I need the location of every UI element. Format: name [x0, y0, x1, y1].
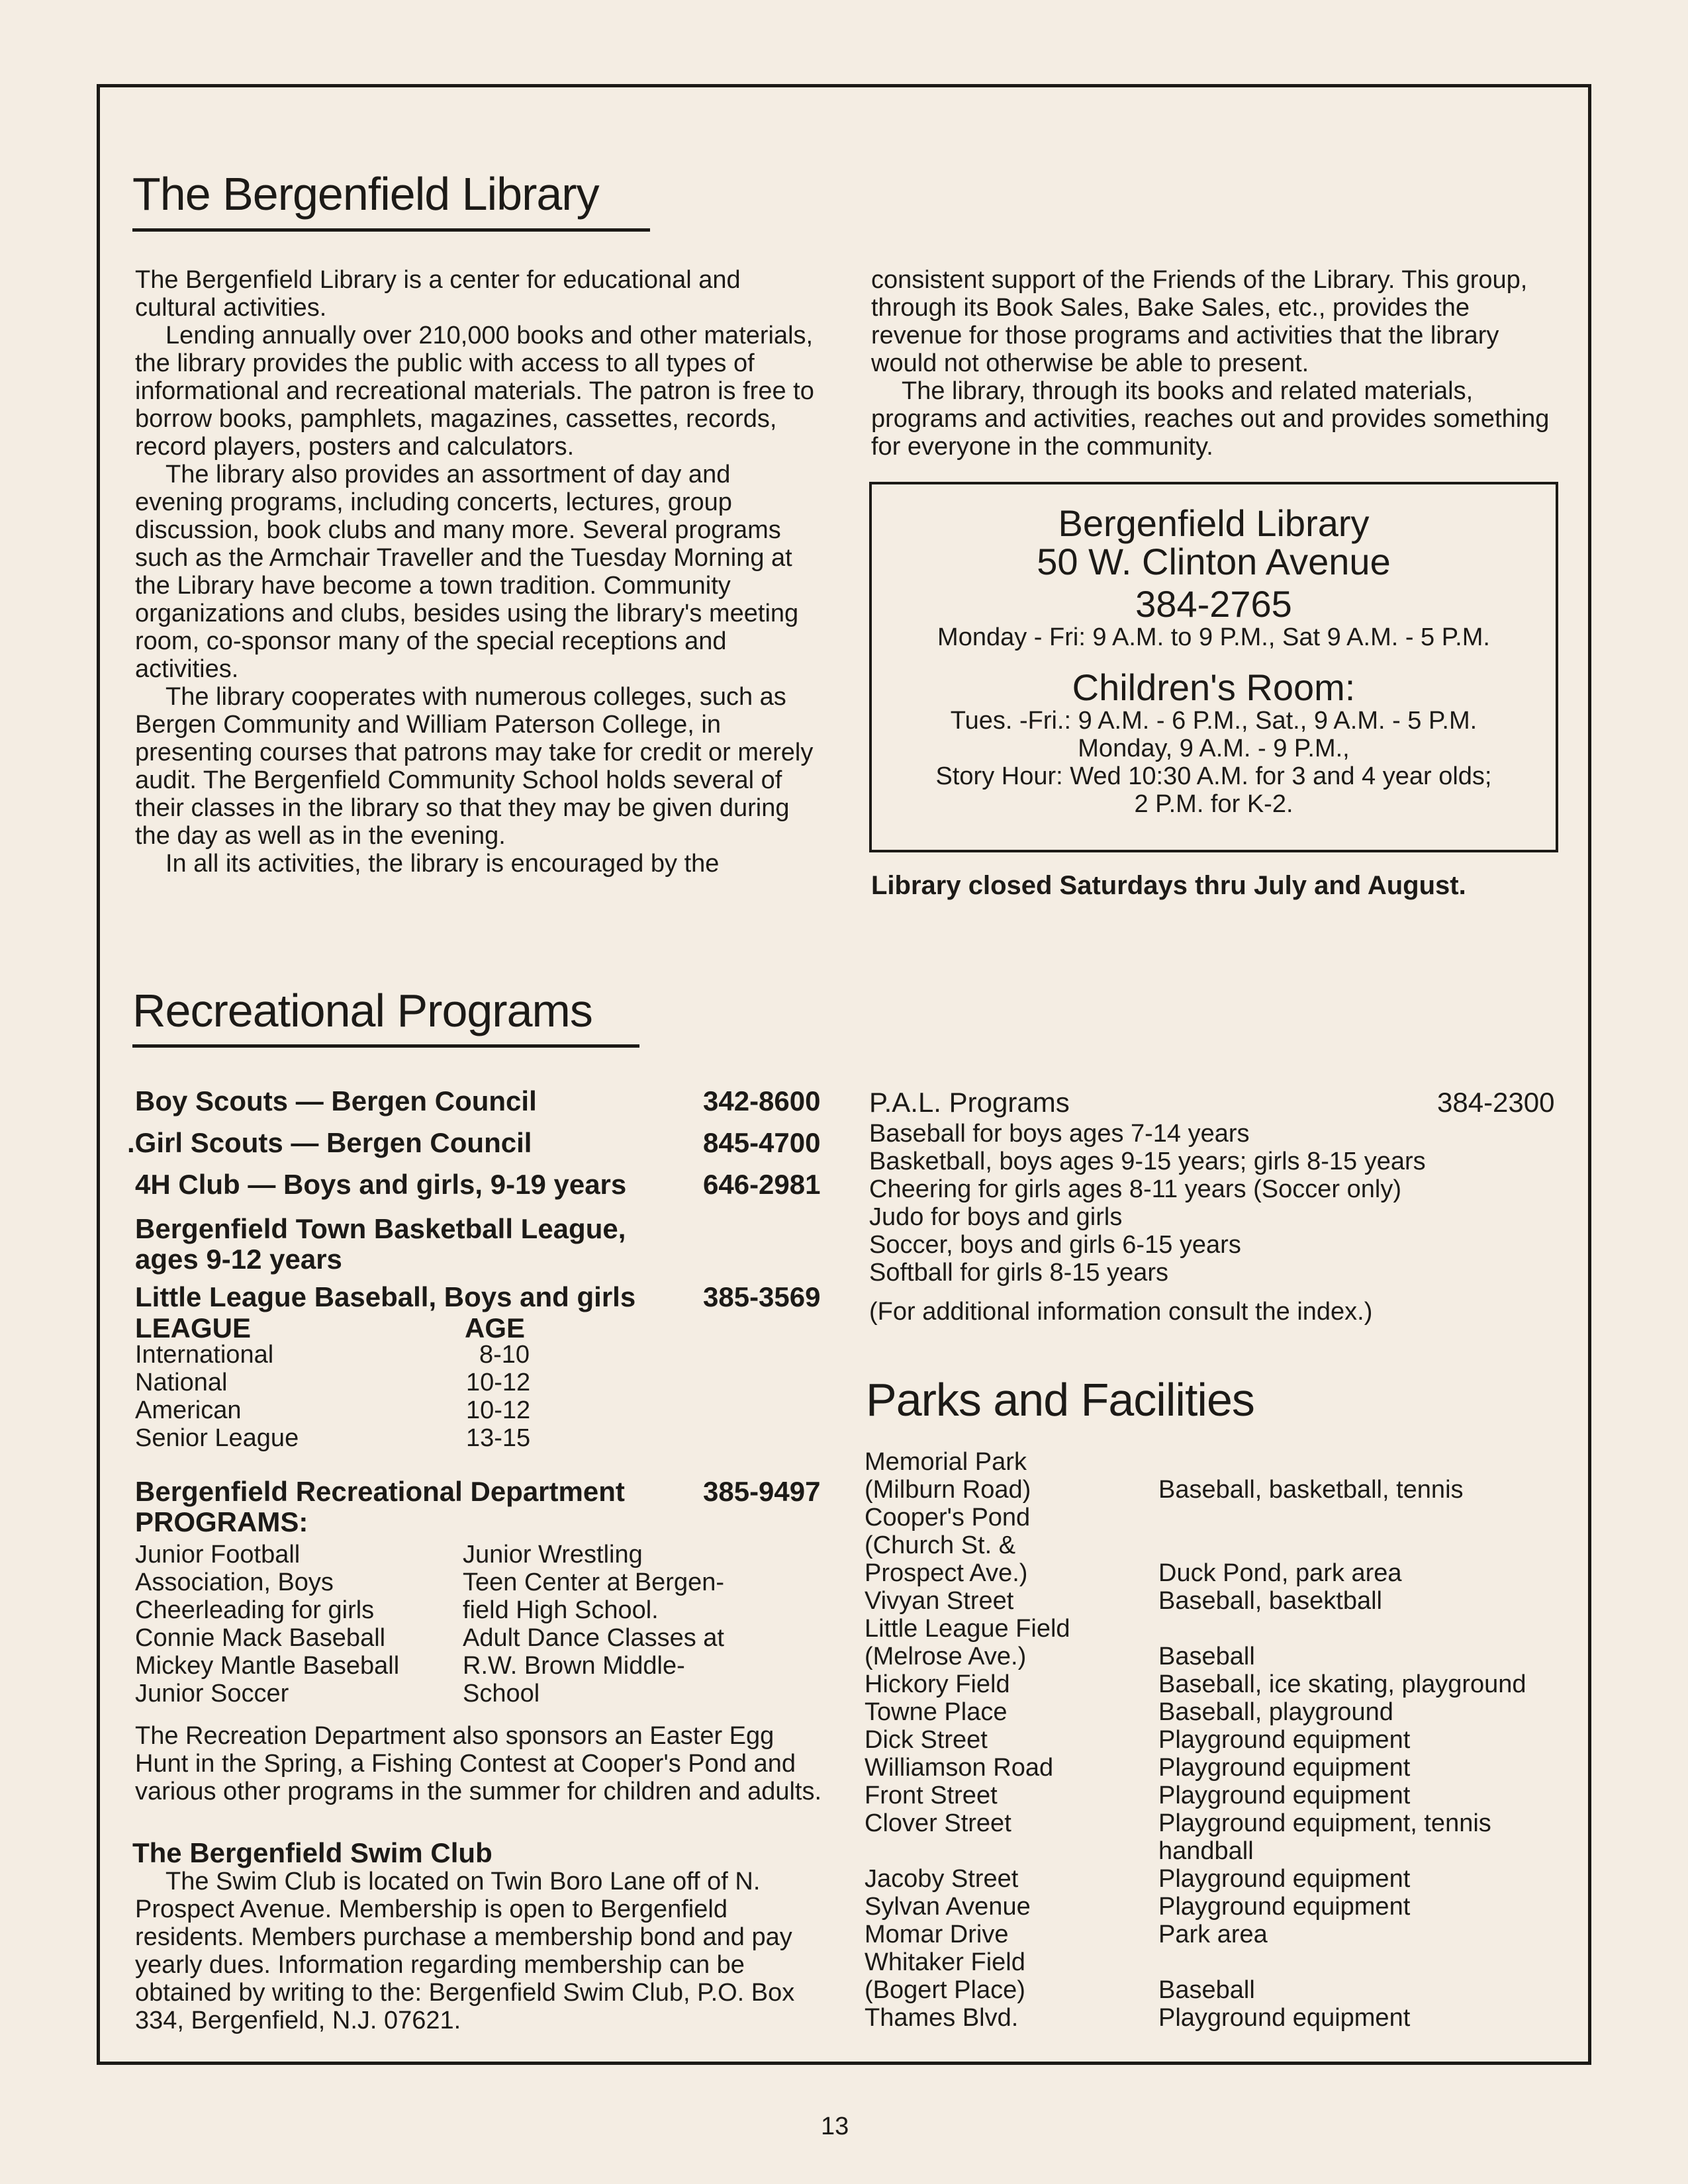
- info-address: 50 W. Clinton Avenue: [1037, 541, 1391, 582]
- park-names: [865, 1448, 1156, 2032]
- pal-phone: 384-2300: [1437, 1087, 1555, 1118]
- park-name: Towne Place: [865, 1698, 1008, 1726]
- park-facility: Playground equipment: [1158, 1893, 1411, 1921]
- park-name: Clover Street: [865, 1809, 1011, 1837]
- program-phone: 342-8600: [703, 1085, 821, 1116]
- basketball-league-ages: ages 9-12 years: [135, 1244, 342, 1275]
- story-hour: Story Hour: Wed 10:30 A.M. for 3 and 4 year olds;: [935, 762, 1492, 790]
- library-paragraph: The library cooperates with numerous colleges, such as Bergen Community and William Paterson College, in presenting courses that patrons may take for credit or merely audit. The Bergenfield Community School holds several of their classes in the library so that they may be given during the day as well as in the evening.: [135, 683, 814, 850]
- park-facility: Playground equipment: [1158, 1726, 1411, 1754]
- pal-list: [869, 1120, 1561, 1287]
- program-item: R.W. Brown Middle-: [463, 1652, 685, 1680]
- little-league-entry: [135, 1281, 830, 1313]
- pal-item: Cheering for girls ages 8-11 years (Soccer only): [869, 1175, 1401, 1203]
- program-phone: 845-4700: [703, 1127, 821, 1158]
- pal-item: Soccer, boys and girls 6-15 years: [869, 1231, 1241, 1259]
- library-title-rule: [132, 228, 650, 232]
- program-name: Boy Scouts — Bergen Council: [135, 1085, 537, 1116]
- pal-item: Softball for girls 8-15 years: [869, 1259, 1168, 1287]
- park-name: Whitaker Field: [865, 1948, 1025, 1976]
- info-hours: Monday - Fri: 9 A.M. to 9 P.M., Sat 9 A.M. - 5 P.M.: [937, 623, 1490, 651]
- park-name: Front Street: [865, 1782, 998, 1809]
- park-name: (Milburn Road): [865, 1476, 1031, 1504]
- league-age: 10-12: [466, 1396, 531, 1424]
- program-item: Mickey Mantle Baseball: [135, 1652, 400, 1680]
- program-name: .Girl Scouts — Bergen Council: [127, 1127, 532, 1158]
- league-age: 13-15: [466, 1424, 531, 1452]
- league-name: American: [135, 1396, 242, 1424]
- rec-department-entry: [135, 1476, 830, 1508]
- program-item: Association, Boys: [135, 1569, 334, 1596]
- library-title: The Bergenfield Library: [132, 168, 599, 220]
- pal-note: (For additional information consult the index.): [869, 1298, 1373, 1326]
- park-facility: Baseball, basketball, tennis: [1158, 1476, 1464, 1504]
- rec-department-phone: 385-9497: [703, 1476, 821, 1507]
- program-item: Junior Football: [135, 1541, 301, 1569]
- pal-item: Baseball for boys ages 7-14 years: [869, 1120, 1250, 1148]
- program-entry: [135, 1169, 830, 1201]
- library-right-column: [871, 266, 1563, 461]
- park-facility: Park area: [1158, 1921, 1268, 1948]
- park-name: Vivyan Street: [865, 1587, 1014, 1615]
- park-facility: [1158, 1448, 1562, 1476]
- library-paragraph: The library also provides an assortment of day and evening programs, including concerts, lectures, group discussion, book clubs and many more. Several programs such as the Armchair Traveller and the Tuesday Morning at the Library have become a town tradition. Community organizations and clubs, besides using the library's meeting room, co-sponsor many of the special receptions and activities.: [135, 461, 799, 683]
- program-name: 4H Club — Boys and girls, 9-19 years: [135, 1169, 627, 1200]
- program-item: Junior Soccer: [135, 1680, 289, 1707]
- park-name: Cooper's Pond: [865, 1504, 1031, 1531]
- swim-club-paragraph: The Swim Club is located on Twin Boro Lane off of N. Prospect Avenue. Membership is open to Bergenfield residents. Members purchase a membership bond and pay yearly dues. Information regarding membership can be obtained by writing to the: Bergenfield Swim Club, P.O. Box 334, Bergenfield, N.J. 07621.: [135, 1868, 795, 2034]
- program-item: Teen Center at Bergen-: [463, 1569, 725, 1596]
- library-paragraph: consistent support of the Friends of the Library. This group, through its Book Sales, Bake Sales, etc., provides the revenue for those programs and activities that the library would not otherwise be able to present.: [871, 266, 1528, 377]
- recreation-title-rule: [132, 1044, 639, 1048]
- library-left-column: [135, 266, 823, 878]
- library-closed-notice: Library closed Saturdays thru July and August.: [871, 871, 1466, 900]
- park-name: Prospect Ave.): [865, 1559, 1028, 1587]
- park-facility: Playground equipment, tennis: [1158, 1809, 1491, 1837]
- program-item: Junior Wrestling: [463, 1541, 643, 1569]
- park-facility: Playground equipment: [1158, 1782, 1411, 1809]
- league-age: 10-12: [466, 1369, 531, 1396]
- park-name: Williamson Road: [865, 1754, 1054, 1782]
- childrens-hours: Tues. -Fri.: 9 A.M. - 6 P.M., Sat., 9 A.M. - 5 P.M.: [950, 707, 1477, 735]
- pal-title: P.A.L. Programs: [869, 1087, 1070, 1118]
- library-paragraph: Lending annually over 210,000 books and other materials, the library provides the public with access to all types of informational and recreational materials. The patron is free to borrow books, pamphlets, magazines, cassettes, records, record players, posters and calculators.: [135, 322, 814, 461]
- league-name: National: [135, 1369, 228, 1396]
- park-name: (Bogert Place): [865, 1976, 1025, 2004]
- info-phone: 384-2765: [1135, 583, 1292, 625]
- league-name: International: [135, 1341, 274, 1369]
- program-phone: 646-2981: [703, 1169, 821, 1200]
- park-name: Jacoby Street: [865, 1865, 1019, 1893]
- little-league-name: Little League Baseball, Boys and girls: [135, 1281, 636, 1312]
- park-facility: Playground equipment: [1158, 2004, 1411, 2032]
- league-row: [135, 1341, 532, 1369]
- little-league-phone: 385-3569: [703, 1281, 821, 1312]
- park-name: Momar Drive: [865, 1921, 1009, 1948]
- league-row: [135, 1424, 532, 1452]
- park-name: Memorial Park: [865, 1448, 1027, 1476]
- library-paragraph: In all its activities, the library is encouraged by the: [165, 850, 720, 878]
- park-facility: Playground equipment: [1158, 1754, 1411, 1782]
- programs-column-1: [135, 1541, 459, 1707]
- recreation-title: Recreational Programs: [132, 985, 592, 1036]
- pal-item: Basketball, boys ages 9-15 years; girls 8-15 years: [869, 1148, 1426, 1175]
- library-paragraph: The library, through its books and related materials, programs and activities, reaches out and provides something for everyone in the community.: [871, 377, 1550, 461]
- pal-item: Judo for boys and girls: [869, 1203, 1123, 1231]
- program-item: Cheerleading for girls: [135, 1596, 375, 1624]
- program-entry: [127, 1127, 830, 1159]
- league-row: [135, 1369, 532, 1396]
- programs-header: PROGRAMS:: [135, 1506, 308, 1537]
- parks-title: Parks and Facilities: [866, 1374, 1254, 1426]
- rec-department-name: Bergenfield Recreational Department: [135, 1476, 625, 1507]
- park-facility: [1158, 1948, 1562, 1976]
- league-header: LEAGUE: [135, 1312, 252, 1343]
- park-facility: [1158, 1531, 1562, 1559]
- basketball-league: [135, 1214, 626, 1275]
- program-entry: [135, 1085, 830, 1117]
- league-row: [135, 1396, 532, 1424]
- age-header: AGE: [465, 1312, 526, 1343]
- program-item: Adult Dance Classes at: [463, 1624, 724, 1652]
- park-facility: [1158, 1615, 1562, 1643]
- info-library-name: Bergenfield Library: [1058, 502, 1370, 544]
- park-facility: handball: [1158, 1837, 1254, 1865]
- park-facility: Playground equipment: [1158, 1865, 1411, 1893]
- pal-entry: [869, 1087, 1564, 1118]
- park-name: Hickory Field: [865, 1670, 1010, 1698]
- league-name: Senior League: [135, 1424, 299, 1452]
- program-item: Connie Mack Baseball: [135, 1624, 386, 1652]
- rec-department-note: The Recreation Department also sponsors an Easter Egg Hunt in the Spring, a Fishing Contest at Cooper's Pond and various other programs in the summer for children and adults.: [135, 1722, 822, 1805]
- park-facilities: [1158, 1448, 1562, 2032]
- park-name: Little League Field: [865, 1615, 1070, 1643]
- basketball-league-line: Bergenfield Town Basketball League,: [135, 1213, 626, 1244]
- park-facility: Baseball, playground: [1158, 1698, 1393, 1726]
- program-item: School: [463, 1680, 540, 1707]
- library-paragraph: The Bergenfield Library is a center for educational and cultural activities.: [135, 266, 741, 322]
- library-info-box: [869, 482, 1558, 852]
- league-age: 8-10: [479, 1341, 530, 1369]
- park-name: (Melrose Ave.): [865, 1643, 1027, 1670]
- swim-club-text: [135, 1868, 827, 2034]
- park-facility: Baseball: [1158, 1976, 1255, 2004]
- story-hour-k2: 2 P.M. for K-2.: [1134, 790, 1293, 818]
- park-facility: Duck Pond, park area: [1158, 1559, 1402, 1587]
- park-name: Thames Blvd.: [865, 2004, 1019, 2032]
- park-name: Dick Street: [865, 1726, 988, 1754]
- childrens-room-title: Children's Room:: [1072, 666, 1356, 708]
- park-name: Sylvan Avenue: [865, 1893, 1031, 1921]
- swim-club-title: The Bergenfield Swim Club: [132, 1837, 492, 1868]
- park-name: (Church St. &: [865, 1531, 1016, 1559]
- park-facility: [1158, 1504, 1562, 1531]
- program-item: field High School.: [463, 1596, 659, 1624]
- park-facility: Baseball: [1158, 1643, 1255, 1670]
- page-number: 13: [821, 2113, 849, 2140]
- league-table: [135, 1341, 532, 1452]
- park-facility: Baseball, basektball: [1158, 1587, 1382, 1615]
- park-facility: Baseball, ice skating, playground: [1158, 1670, 1526, 1698]
- childrens-hours-monday: Monday, 9 A.M. - 9 P.M.,: [1078, 735, 1350, 762]
- programs-column-2: [463, 1541, 833, 1707]
- park-name: [865, 1837, 1156, 1865]
